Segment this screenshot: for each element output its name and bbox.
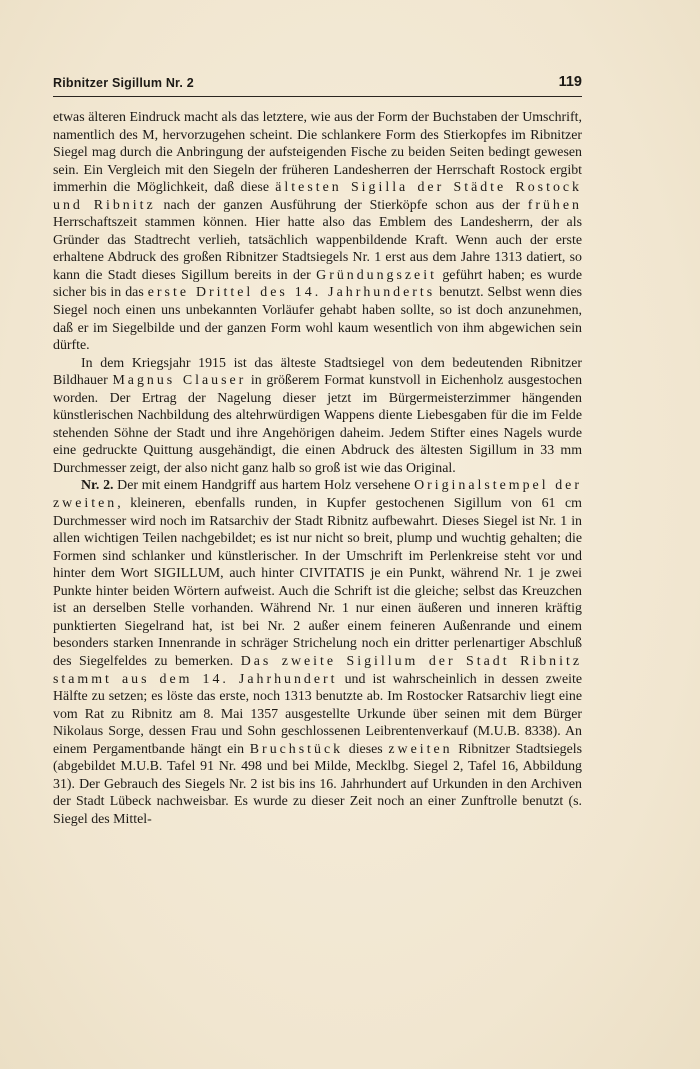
text-run: In dem Kriegsjahr 1915 ist das älteste Stadtsiegel von dem bedeutenden Ribnitzer Bildhauer [53, 355, 582, 389]
running-header [53, 76, 582, 97]
spaced-emphasis: Bruchstück [249, 741, 344, 757]
body-text [53, 109, 582, 828]
page-number: 119 [558, 74, 582, 90]
text-run: benutzt. Selbst wenn dies Siegel noch einen uns unbekannten Vorläufer gehabt haben sollte, so ist doch anzunehmen, daß er im Siegelbilde und der ganzen Form wohl kaum wesentlich von ihm abgewichen sein dürfte. [53, 285, 583, 354]
section-lead: Nr. 2. [81, 478, 114, 494]
text-run: nach der ganzen Ausführung der Stierköpfe schon aus der [155, 197, 528, 213]
text-run: und ist wahrscheinlich in dessen zweite Hälfte zu setzen; es löste das erste, noch 1313 benutzte ab. Im Rostocker Ratsarchiv liegt eine vom Rat zu Ribnitz am 8. Mai 1357 ausgestellte Urkunde über seinen mit dem Bürger Nikolaus Sorge, dessen Frau und Sohn geschlossenen Leibrentenverkauf (M.U.B. 8338). An einem Pergamentbande hängt ein [53, 671, 582, 757]
text-run: Der mit einem Handgriff aus hartem Holz versehene [113, 478, 415, 494]
spaced-emphasis: erste Drittel des 14. Jahrhunderts [147, 285, 436, 301]
spaced-emphasis: Originalstempel der zweiten [53, 478, 582, 512]
spaced-emphasis: Das zweite Sigillum der Stadt Ribnitz stammt aus dem 14. Jahrhundert [53, 653, 582, 687]
spaced-emphasis: Gründungszeit [316, 267, 437, 283]
paragraph-2 [53, 355, 582, 478]
text-run: Herrschaftszeit stammen können. Hier hatte also das Emblem des Landesherrn, der als Gründer das Stadtrecht verlieh, tatsächlich wappenbildende Kraft. Wenn auch der erste erhaltene Abdruck des großen Ribnitzer Stadtsiegels Nr. 1 erst aus dem Jahre 1313 datiert, so kann die Stadt dieses Sigillum bereits in der [53, 215, 582, 283]
text-run: Ribnitzer Stadtsiegels (abgebildet M.U.B. Tafel 91 Nr. 498 und bei Milde, Mecklbg. Siegel 2, Tafel 16, Abbildung 31). Der Gebrauch des Siegels Nr. 2 ist bis ins 16. Jahrhundert auf Urkunden in den Archiven der Stadt Lübeck nachweisbar. Es wurde zu dieser Zeit noch an einer Zunftrolle benutzt (s. Siegel des Mittel- [53, 741, 582, 827]
spaced-emphasis: ältesten Sigilla der Städte Rostock und Ribnitz [53, 180, 583, 213]
running-title: Ribnitzer Sigillum Nr. 2 [53, 76, 194, 90]
text-run: dieses [343, 741, 389, 757]
text-run: etwas älteren Eindruck macht als das letztere, wie aus der Form der Buchstaben der Umschrift, namentlich des M, hervorzugehen scheint. Die schlankere Form des Stierkopfes im Ribnitzer Siegel mag durch die Anbringung der aufsteigenden Fische zu beiden Seiten bedingt gewesen sein. Ein Vergleich mit den Siegeln der früheren Landesherren der Herrschaft Rostock ergibt immerhin die Möglichkeit, daß diese [53, 110, 582, 196]
text-run: in größerem Format kunstvoll in Eichenholz ausgestochen worden. Der Ertrag der Nagelung dieser jetzt im Bürgermeisterzimmer hängenden künstlerischen Nachbildung des altehrwürdigen Wappens diente Liebesgaben für die im Felde stehenden Söhne der Stadt und ihre Angehörigen daheim. Jedem Stifter eines Nagels wurde eine gedruckte Quittung ausgehändigt, die einen Abdruck des ältesten Sigillum in 33 mm Durchmesser zeigt, der also nicht ganz halb so groß ist wie das Original. [53, 373, 583, 476]
text-run: geführt haben; es wurde sicher bis in das [53, 267, 582, 301]
paragraph-3 [53, 477, 582, 828]
spaced-emphasis: zweiten [388, 741, 453, 757]
paragraph-1 [53, 109, 582, 355]
text-run: , kleineren, ebenfalls runden, in Kupfer gestochenen Sigillum von 61 cm Durchmesser wird noch im Ratsarchiv der Stadt Ribnitz aufbewahrt. Dieses Siegel ist Nr. 1 in allen wichtigen Teilen nachgebildet; es ist nur nicht so breit, plump und wuchtig gehalten; die Formen sind schlanker und künstlerischer. In der Umschrift im Perlenkreise steht vor und hinter dem Wort SIGILLUM, auch hinter CIVITATIS je ein Punkt, während Nr. 1 je zwei Punkte hinter beiden Wörtern aufweist. Auch die Schrift ist die gleiche; selbst das Kreuzchen ist an derselben Stelle vorhanden. Während Nr. 1 nur einen äußeren und inneren kräftig punktierten Siegelrand hat, ist bei Nr. 2 außer einem feineren Außenrande und einem besonders starken Innenrande in schräger Strichelung noch ein dritter perlenartiger Abschluß des Siegelfeldes zu bemerken. [53, 496, 582, 669]
spaced-emphasis: frühen [527, 197, 582, 213]
spaced-emphasis: Magnus Clauser [112, 373, 247, 389]
